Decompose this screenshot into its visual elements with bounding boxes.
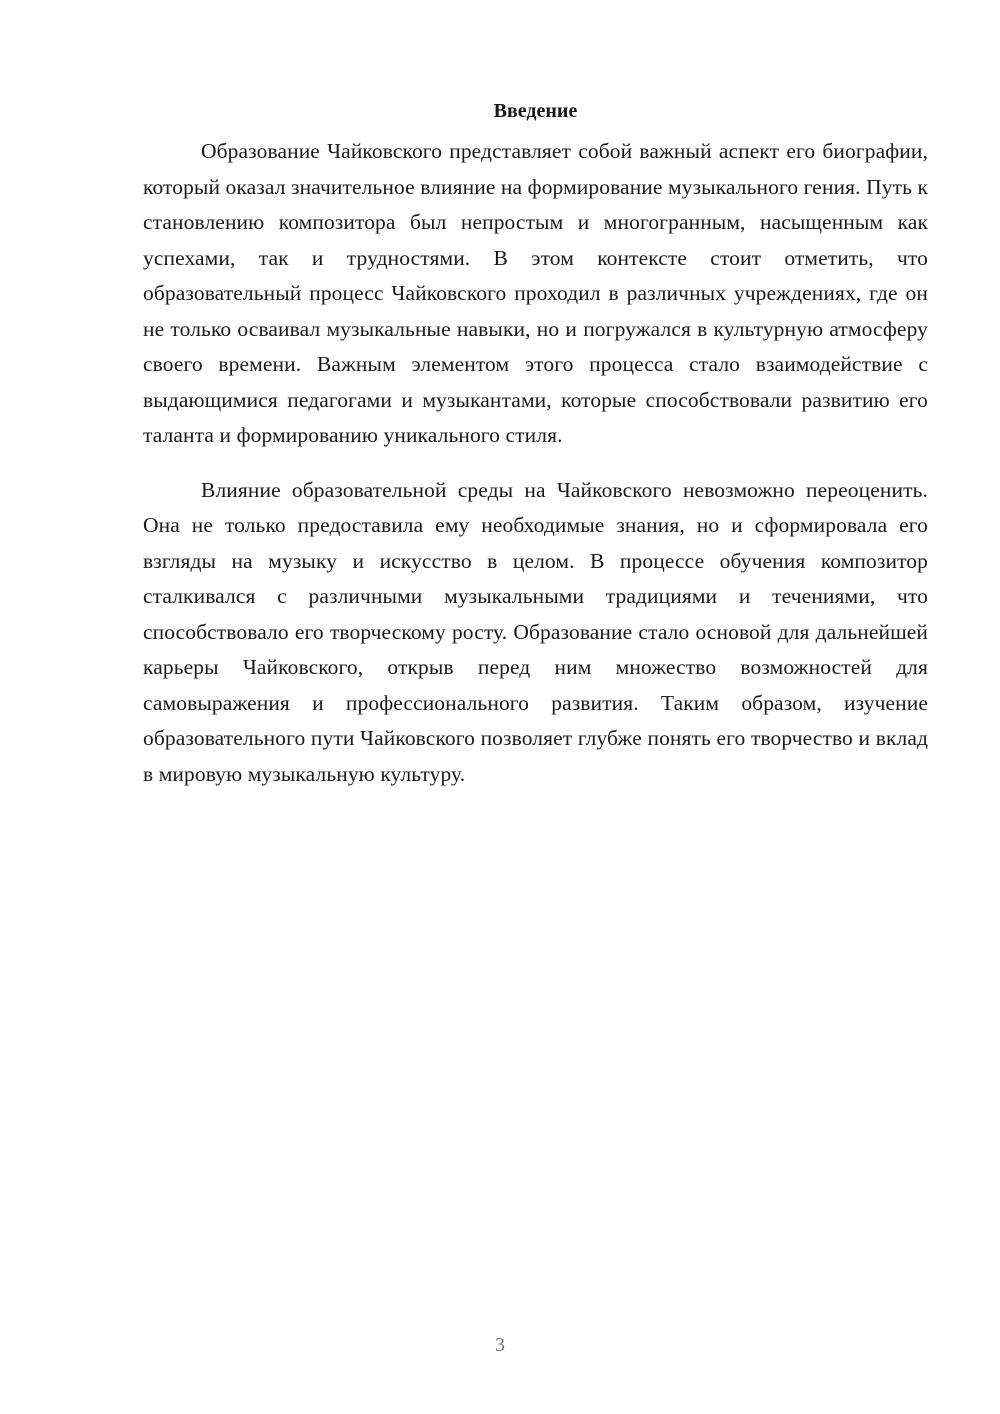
paragraph-2: Влияние образовательной среды на Чайковского невозможно переоценить. Она не только предоставила ему необходимые знания, но и сформировала его взгляды на музыку и искусство в целом. В процессе обучения композитор сталкивался с различными музыкальными традициями и течениями, что способствовало его творческому росту. Образование стало основой для дальнейшей карьеры Чайковского, открыв перед ним множество возможностей для самовыражения и профессионального развития. Таким образом, изучение образовательного пути Чайковского позволяет глубже понять его творчество и вклад в мировую музыкальную культуру. — [143, 477, 928, 786]
page-content — [143, 98, 928, 792]
page-number: 3 — [495, 1334, 505, 1356]
section-heading: Введение — [493, 100, 578, 122]
paragraph-1: Образование Чайковского представляет собой важный аспект его биографии, который оказал значительное влияние на формирование музыкального гения. Путь к становлению композитора был непростым и многогранным, насыщенным как успехами, так и трудностями. В этом контексте стоит отметить, что образовательный процесс Чайковского проходил в различных учреждениях, где он не только осваивал музыкальные навыки, но и погружался в культурную атмосферу своего времени. Важным элементом этого процесса стало взаимодействие с выдающимися педагогами и музыкантами, которые способствовали развитию его таланта и формированию уникального стиля. — [143, 139, 928, 447]
